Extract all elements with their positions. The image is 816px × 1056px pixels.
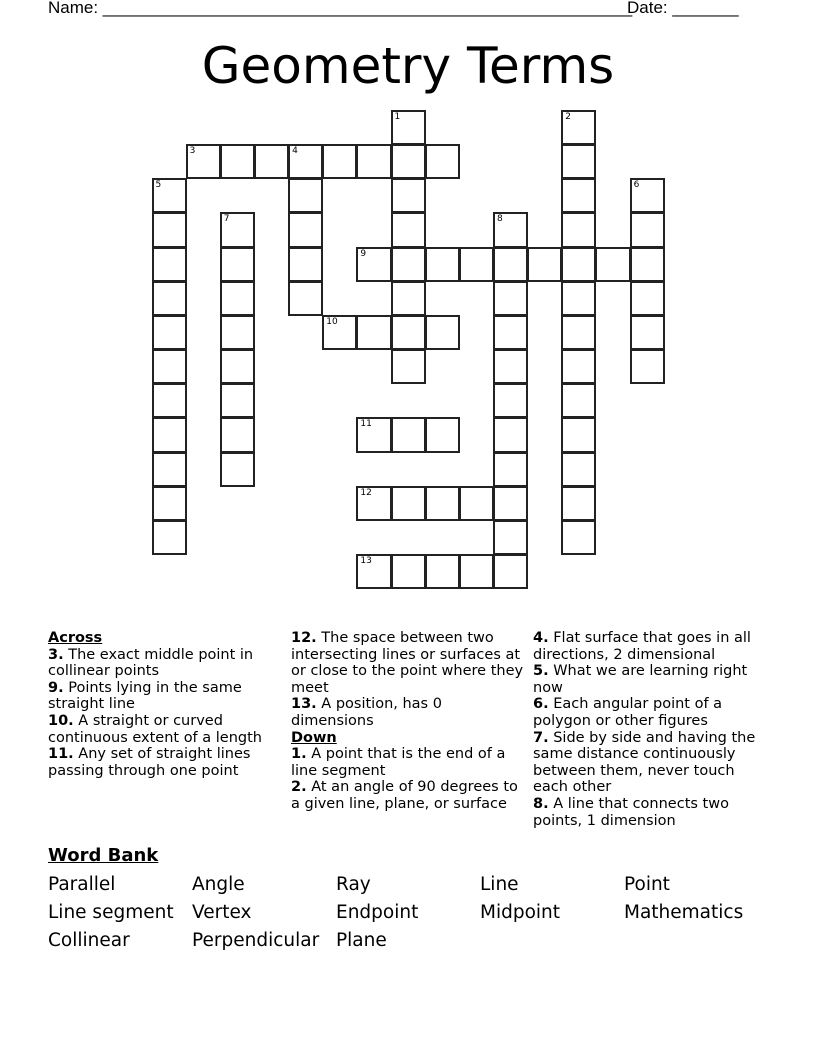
grid-cell[interactable]	[391, 144, 426, 179]
grid-cell[interactable]	[152, 452, 187, 487]
word-bank-item: Collinear	[48, 930, 130, 951]
clue	[291, 746, 526, 779]
grid-cell[interactable]	[630, 315, 665, 350]
grid-cell[interactable]	[630, 212, 665, 247]
grid-cell[interactable]	[391, 281, 426, 316]
grid-cell[interactable]	[561, 417, 596, 452]
grid-cell[interactable]	[561, 349, 596, 384]
grid-cell[interactable]	[630, 349, 665, 384]
clues-column-1	[48, 630, 273, 779]
word-bank-item: Plane	[336, 930, 387, 951]
grid-cell[interactable]	[391, 247, 426, 282]
clue-num: 9.	[48, 679, 64, 696]
grid-cell[interactable]	[493, 247, 528, 282]
clue-number: 5	[155, 180, 162, 191]
clue-number: 10	[326, 316, 338, 327]
grid-cell[interactable]	[322, 144, 357, 179]
clue-text: Each angular point of a polygon or other figures	[533, 696, 723, 729]
grid-cell[interactable]	[152, 383, 187, 418]
grid-cell[interactable]	[356, 315, 391, 350]
clue	[533, 630, 768, 663]
grid-cell[interactable]	[288, 144, 323, 179]
word-bank-item: Line	[480, 874, 519, 895]
clue-number: 11	[360, 419, 372, 430]
grid-cell[interactable]	[493, 554, 528, 589]
grid-cell[interactable]	[595, 247, 630, 282]
grid-cell[interactable]	[561, 144, 596, 179]
clue-text: A point that is the end of a line segment	[291, 746, 506, 779]
word-bank-item: Ray	[336, 874, 371, 895]
grid-cell[interactable]	[561, 520, 596, 555]
clue	[291, 779, 526, 812]
grid-cell[interactable]	[220, 315, 255, 350]
grid-cell[interactable]	[356, 417, 391, 452]
grid-cell[interactable]	[254, 144, 289, 179]
word-bank-item: Parallel	[48, 874, 116, 895]
grid-cell[interactable]	[493, 383, 528, 418]
grid-cell[interactable]	[527, 247, 562, 282]
grid-cell[interactable]	[152, 281, 187, 316]
grid-cell[interactable]	[391, 486, 426, 521]
grid-cell[interactable]	[391, 349, 426, 384]
grid-cell[interactable]	[356, 554, 391, 589]
grid-cell[interactable]	[493, 520, 528, 555]
grid-cell[interactable]	[220, 417, 255, 452]
grid-cell[interactable]	[391, 554, 426, 589]
clue-text: Any set of straight lines passing through one point	[48, 746, 251, 779]
clue-number: 9	[360, 248, 367, 259]
grid-cell[interactable]	[152, 349, 187, 384]
grid-cell[interactable]	[288, 178, 323, 213]
clue-number: 3	[189, 146, 196, 157]
clue-num: 3.	[48, 646, 64, 663]
grid-cell[interactable]	[425, 144, 460, 179]
grid-cell[interactable]	[425, 417, 460, 452]
grid-cell[interactable]	[425, 315, 460, 350]
word-bank-item: Vertex	[192, 902, 252, 923]
clue-num: 2.	[291, 779, 307, 796]
word-bank-item: Perpendicular	[192, 930, 320, 951]
grid-cell[interactable]	[561, 281, 596, 316]
word-bank-item: Midpoint	[480, 902, 561, 923]
clue-text: The space between two intersecting lines or surfaces at or close to the point where they meet	[291, 630, 524, 696]
grid-cell[interactable]	[391, 212, 426, 247]
clue-number: 4	[292, 146, 298, 157]
grid-cell[interactable]	[152, 178, 187, 213]
grid-cell[interactable]	[288, 212, 323, 247]
clue-num: 4.	[533, 630, 549, 646]
clue-number: 6	[633, 180, 640, 191]
word-bank-title: Word Bank	[48, 845, 159, 866]
clue-num: 13.	[291, 696, 317, 713]
clue-text: A position, has 0 dimensions	[291, 696, 442, 729]
grid-cell[interactable]	[493, 417, 528, 452]
grid-cell[interactable]	[152, 247, 187, 282]
grid-cell[interactable]	[493, 315, 528, 350]
word-bank-item: Angle	[192, 874, 245, 895]
grid-cell[interactable]	[152, 212, 187, 247]
grid-cell[interactable]	[152, 520, 187, 555]
clue	[533, 796, 768, 829]
clue-text: What we are learning right now	[533, 663, 748, 696]
clue-text: A line that connects two points, 1 dimension	[533, 795, 729, 829]
name-field[interactable]: Name: ________________________________________________________	[48, 0, 633, 17]
grid-cell[interactable]	[220, 281, 255, 316]
clue-number: 8	[497, 214, 503, 225]
grid-cell[interactable]	[561, 452, 596, 487]
grid-cell[interactable]	[220, 349, 255, 384]
grid-cell[interactable]	[630, 247, 665, 282]
clue-text: A straight or curved continuous extent of a length	[48, 712, 262, 746]
clue-number: 7	[223, 214, 230, 225]
clue-text: Points lying in the same straight line	[48, 679, 242, 713]
grid-cell[interactable]	[561, 383, 596, 418]
grid-cell[interactable]	[391, 315, 426, 350]
clue-num: 10.	[48, 712, 74, 729]
clue	[48, 713, 273, 746]
down-heading: Down	[291, 729, 337, 746]
grid-cell[interactable]	[391, 178, 426, 213]
clue-num: 8.	[533, 795, 549, 812]
grid-cell[interactable]	[288, 281, 323, 316]
clue-text: Side by side and having the same distance continuously between them, never touch each other	[533, 729, 756, 796]
clue	[291, 696, 526, 729]
clues-column-3	[533, 630, 768, 829]
grid-cell[interactable]	[391, 110, 426, 145]
grid-cell[interactable]	[425, 486, 460, 521]
grid-cell[interactable]	[459, 486, 494, 521]
clue-number: 2	[565, 112, 572, 122]
grid-cell[interactable]	[630, 178, 665, 213]
grid-cell[interactable]	[220, 247, 255, 282]
grid-cell[interactable]	[220, 212, 255, 247]
clue	[48, 746, 273, 779]
grid-cell[interactable]	[493, 281, 528, 316]
grid-cell[interactable]	[561, 247, 596, 282]
grid-cell[interactable]	[493, 212, 528, 247]
clue-number: 12	[360, 487, 372, 498]
clue-num: 7.	[533, 729, 549, 746]
grid-cell[interactable]	[152, 486, 187, 521]
grid-cell[interactable]	[186, 144, 221, 179]
clue-num: 5.	[533, 663, 549, 680]
clue-number: 1	[394, 112, 401, 122]
grid-cell[interactable]	[561, 110, 596, 145]
grid-cell[interactable]	[561, 212, 596, 247]
clue-text: At an angle of 90 degrees to a given line, plane, or surface	[291, 779, 518, 812]
clue	[533, 663, 768, 696]
clues-column-2	[291, 630, 526, 813]
clue	[48, 680, 273, 713]
grid-cell[interactable]	[561, 315, 596, 350]
word-bank-item: Mathematics	[624, 902, 744, 923]
clue	[48, 647, 273, 680]
grid-cell[interactable]	[356, 486, 391, 521]
word-bank-item: Point	[624, 874, 670, 895]
grid-cell[interactable]	[391, 417, 426, 452]
page-title: Geometry Terms	[201, 37, 615, 95]
grid-cell[interactable]	[561, 486, 596, 521]
clue-num: 1.	[291, 746, 307, 763]
date-field[interactable]: Date: _______	[627, 0, 739, 17]
grid-cell[interactable]	[630, 281, 665, 316]
clue	[533, 730, 768, 796]
grid-cell[interactable]	[493, 349, 528, 384]
clue-text: The exact middle point in collinear points	[48, 646, 254, 680]
grid-cell[interactable]	[459, 247, 494, 282]
across-heading: Across	[48, 630, 103, 646]
word-bank-item: Endpoint	[336, 902, 419, 923]
clue	[533, 696, 768, 729]
grid-cell[interactable]	[322, 315, 357, 350]
grid-cell[interactable]	[220, 383, 255, 418]
clue-number: 13	[360, 555, 372, 566]
clue-num: 6.	[533, 696, 549, 713]
grid-cell[interactable]	[493, 452, 528, 487]
grid-cell[interactable]	[356, 144, 391, 179]
grid-cell[interactable]	[425, 247, 460, 282]
grid-cell[interactable]	[152, 315, 187, 350]
grid-cell[interactable]	[356, 247, 391, 282]
clue-text: Flat surface that goes in all directions, 2 dimensional	[533, 630, 751, 663]
clue	[291, 630, 526, 696]
grid-cell[interactable]	[288, 247, 323, 282]
grid-cell[interactable]	[220, 144, 255, 179]
clue-num: 12.	[291, 630, 317, 646]
grid-cell[interactable]	[459, 554, 494, 589]
word-bank-item: Line segment	[48, 902, 174, 923]
grid-cell[interactable]	[220, 452, 255, 487]
grid-cell[interactable]	[493, 486, 528, 521]
grid-cell[interactable]	[152, 417, 187, 452]
grid-cell[interactable]	[425, 554, 460, 589]
grid-cell[interactable]	[561, 178, 596, 213]
clue-num: 11.	[48, 746, 74, 763]
